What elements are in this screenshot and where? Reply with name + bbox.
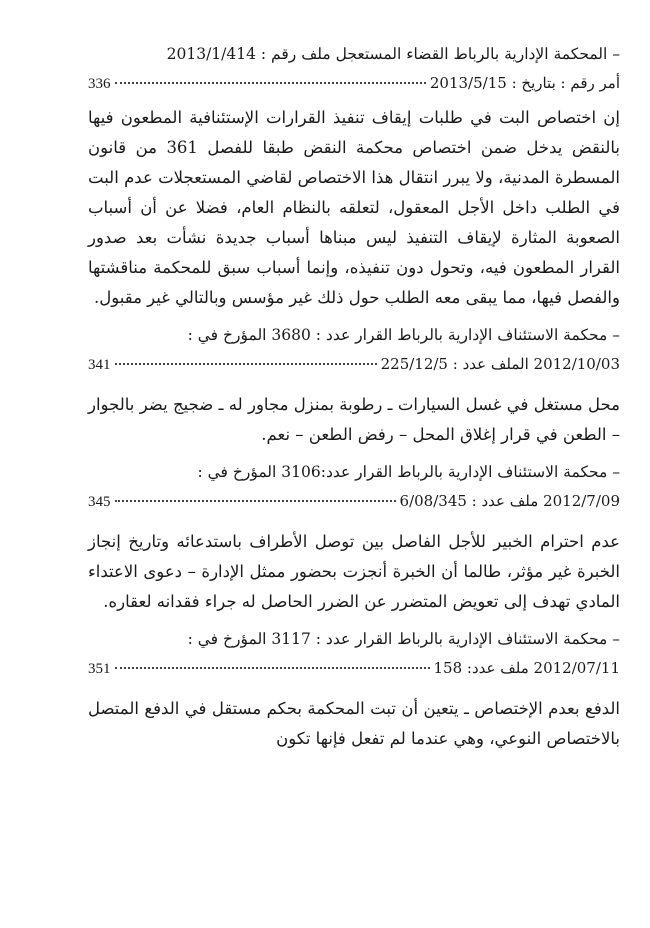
case-entry <box>88 458 620 617</box>
case-entry <box>88 625 620 754</box>
case-summary: عدم احترام الخبير للأجل الفاصل بين توصل الأطراف باستدعائه وتاريخ إنجاز الخبرة غير مؤثر، طالما أن الخبرة أنجزت بحضور ممثل الإدارة – دعوى الاعتداء المادي تهدف إلى تعويض المتضرر عن الضرر الحاصل له جراء فقدانه لعقاره. <box>88 532 620 611</box>
leader-dots <box>115 482 396 502</box>
spacer <box>88 378 620 384</box>
document-page <box>88 40 620 762</box>
page-number: 336 <box>88 76 111 92</box>
case-reference: 2012/7/09 ملف عدد : 6/08/345 <box>399 492 620 510</box>
case-summary: الدفع بعدم الإختصاص ـ يتعين أن تبت المحكمة بحكم مستقل في الدفع المتصل بالاختصاص النوعي، وهي عندما لم تفعل فإنها تكون <box>88 699 620 748</box>
page-number: 351 <box>88 661 111 677</box>
case-entry <box>88 321 620 450</box>
spacer <box>88 682 620 688</box>
leader-dots <box>115 64 426 84</box>
spacer <box>88 515 620 521</box>
case-reference: 2012/07/11 ملف عدد: 158 <box>433 659 620 677</box>
leader-dots <box>115 345 377 365</box>
case-reference-line <box>88 68 620 97</box>
case-reference-line <box>88 349 620 378</box>
leader-dots <box>115 649 430 669</box>
case-entry <box>88 40 620 313</box>
case-reference-line <box>88 653 620 682</box>
case-summary: إن اختصاص البت في طلبات إيقاف تنفيذ القرارات الإستئنافية المطعون فيها بالنقض يدخل ضمن اختصاص محكمة النقض طبقا للفصل 361 من قانون المسطرة المدنية، ولا يبرر انتقال هذا الاختصاص لقاضي المستعجلات عدم البت في الطلب داخل الأجل المعقول، لتعلقه بالنظام العام، فضلا عن أن أسباب الصعوبة المثارة لإيقاف التنفيذ ليس مبناها أسباب جديدة نشأت بعد صدور القرار المطعون فيه، وتحول دون تنفيذه، وإنما أسباب سبق للمحكمة مناقشتها والفصل فيها، مما يبقى معه الطلب حول ذلك غير مؤسس وبالتالي غير مقبول. <box>88 108 621 307</box>
case-court-line: – محكمة الاستئناف الإدارية بالرباط القرار عدد : 3680 المؤرخ في : <box>187 326 620 344</box>
case-reference: 2012/10/03 الملف عدد : 225/12/5 <box>380 355 620 373</box>
case-reference-line <box>88 486 620 515</box>
page-number: 341 <box>88 357 111 373</box>
page-number: 345 <box>88 494 111 510</box>
case-summary: محل مستغل في غسل السيارات ـ رطوبة بمنزل مجاور له ـ ضجيج يضر بالجوار – الطعن في قرار إغلاق المحل – رفض الطعن – نعم. <box>88 395 620 444</box>
case-reference: أمر رقم : بتاريخ : 2013/5/15 <box>429 74 620 92</box>
case-court-line: – المحكمة الإدارية بالرباط القضاء المستعجل ملف رقم : 2013/1/414 <box>166 45 620 63</box>
case-court-line: – محكمة الاستئناف الإدارية بالرباط القرار عدد : 3117 المؤرخ في : <box>187 630 620 648</box>
case-court-line: – محكمة الاستئناف الإدارية بالرباط القرار عدد:3106 المؤرخ في : <box>197 463 620 481</box>
